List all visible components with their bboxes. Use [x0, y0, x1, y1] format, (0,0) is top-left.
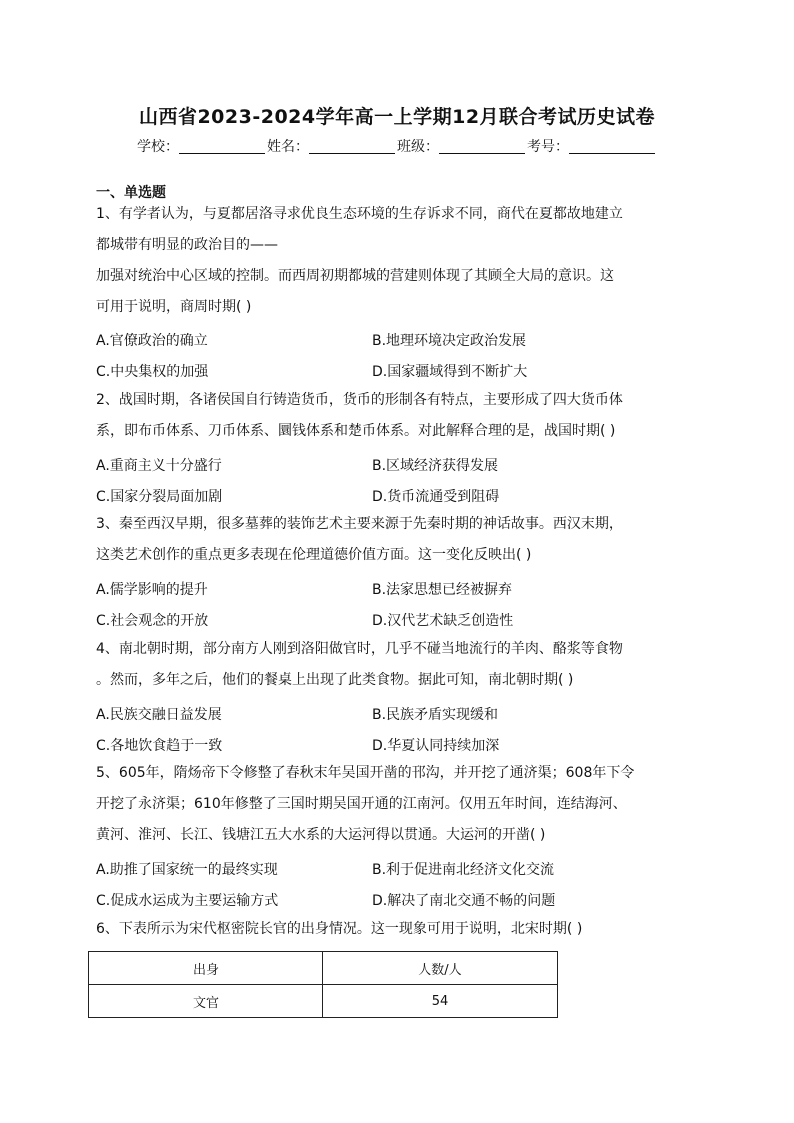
- class-label: 班级：: [397, 139, 439, 155]
- class-blank[interactable]: [439, 139, 525, 154]
- question-line: 3、秦至西汉早期，很多墓葬的装饰艺术主要来源于先秦时期的神话故事。西汉末期，: [96, 516, 623, 532]
- table-cell: 54: [323, 985, 558, 1018]
- table-row: [89, 985, 558, 1018]
- question-5-option-c[interactable]: C.促成水运成为主要运输方式: [96, 893, 279, 909]
- question-5-option-a[interactable]: A.助推了国家统一的最终实现: [96, 862, 278, 878]
- question-line: 都城带有明显的政治目的——: [96, 237, 278, 253]
- question-line: 4、南北朝时期，部分南方人刚到洛阳做官时，几乎不碰当地流行的羊肉、酪浆等食物: [96, 641, 623, 657]
- question-line: 这类艺术创作的重点更多表现在伦理道德价值方面。这一变化反映出( ): [96, 547, 532, 563]
- question-line: 。然而，多年之后，他们的餐桌上出现了此类食物。据此可知，南北朝时期( ): [96, 672, 574, 688]
- question-2-option-b[interactable]: B.区域经济获得发展: [372, 458, 499, 474]
- student-info-line: [0, 136, 794, 156]
- question-5-stem: [96, 758, 706, 851]
- question-3-option-a[interactable]: A.儒学影响的提升: [96, 582, 208, 598]
- question-line: 可用于说明，商周时期( ): [96, 299, 252, 315]
- table-cell: 文官: [89, 985, 323, 1018]
- question-4-option-d[interactable]: D.华夏认同持续加深: [372, 738, 500, 754]
- name-label: 姓名：: [267, 139, 309, 155]
- question-line: 黄河、淮河、长江、钱塘江五大水系的大运河得以贯通。大运河的开凿( ): [96, 827, 546, 843]
- question-2-option-a[interactable]: A.重商主义十分盛行: [96, 458, 222, 474]
- question-3-option-b[interactable]: B.法家思想已经被摒弃: [372, 582, 513, 598]
- school-label: 学校：: [137, 139, 179, 155]
- school-blank[interactable]: [179, 139, 265, 154]
- question-2-option-d[interactable]: D.货币流通受到阻碍: [372, 489, 500, 505]
- question-3-option-c[interactable]: C.社会观念的开放: [96, 613, 209, 629]
- question-5-option-d[interactable]: D.解决了南北交通不畅的问题: [372, 893, 556, 909]
- question-3-stem: [96, 509, 706, 571]
- question-1-stem: [96, 199, 706, 323]
- question-line: 5、605年，隋炀帝下令修整了春秋末年吴国开凿的邗沟，并开挖了通济渠；608年下令: [96, 765, 635, 781]
- question-line: 加强对统治中心区域的控制。而西周初期都城的营建则体现了其顾全大局的意识。这: [96, 268, 614, 284]
- question-4-option-a[interactable]: A.民族交融日益发展: [96, 707, 222, 723]
- table-header-cell: 人数/人: [323, 952, 558, 985]
- question-3-option-d[interactable]: D.汉代艺术缺乏创造性: [372, 613, 514, 629]
- question-line: 2、战国时期，各诸侯国自行铸造货币，货币的形制各有特点，主要形成了四大货币体: [96, 392, 623, 408]
- question-4-option-b[interactable]: B.民族矛盾实现缓和: [372, 707, 499, 723]
- question-5-option-b[interactable]: B.利于促进南北经济文化交流: [372, 862, 555, 878]
- table-header-row: [89, 952, 558, 985]
- name-blank[interactable]: [309, 139, 395, 154]
- section-heading: 一、单选题: [96, 185, 166, 201]
- question-1-option-c[interactable]: C.中央集权的加强: [96, 364, 209, 380]
- question-4-stem: [96, 634, 706, 696]
- question-line: 1、有学者认为，与夏都居洛寻求优良生态环境的生存诉求不同，商代在夏都故地建立: [96, 206, 623, 222]
- question-line: 开挖了永济渠；610年修整了三国时期吴国开通的江南河。仅用五年时间，连结海河、: [96, 796, 627, 812]
- table-header-cell: 出身: [89, 952, 323, 985]
- question-line: 系，即布币体系、刀币体系、圜钱体系和楚币体系。对此解释合理的是，战国时期( ): [96, 423, 616, 439]
- number-label: 考号：: [527, 139, 569, 155]
- question-1-option-b[interactable]: B.地理环境决定政治发展: [372, 333, 527, 349]
- number-blank[interactable]: [569, 139, 655, 154]
- question-6-stem: [96, 914, 706, 945]
- question-1-option-a[interactable]: A.官僚政治的确立: [96, 333, 208, 349]
- officer-origin-table: [88, 951, 558, 1018]
- question-4-option-c[interactable]: C.各地饮食趋于一致: [96, 738, 223, 754]
- question-1-option-d[interactable]: D.国家疆域得到不断扩大: [372, 364, 528, 380]
- question-2-stem: [96, 385, 706, 447]
- page-title: 山西省2023-2024学年高一上学期12月联合考试历史试卷: [138, 106, 656, 128]
- question-2-option-c[interactable]: C.国家分裂局面加剧: [96, 489, 223, 505]
- question-line: 6、下表所示为宋代枢密院长官的出身情况。这一现象可用于说明，北宋时期( ): [96, 921, 583, 937]
